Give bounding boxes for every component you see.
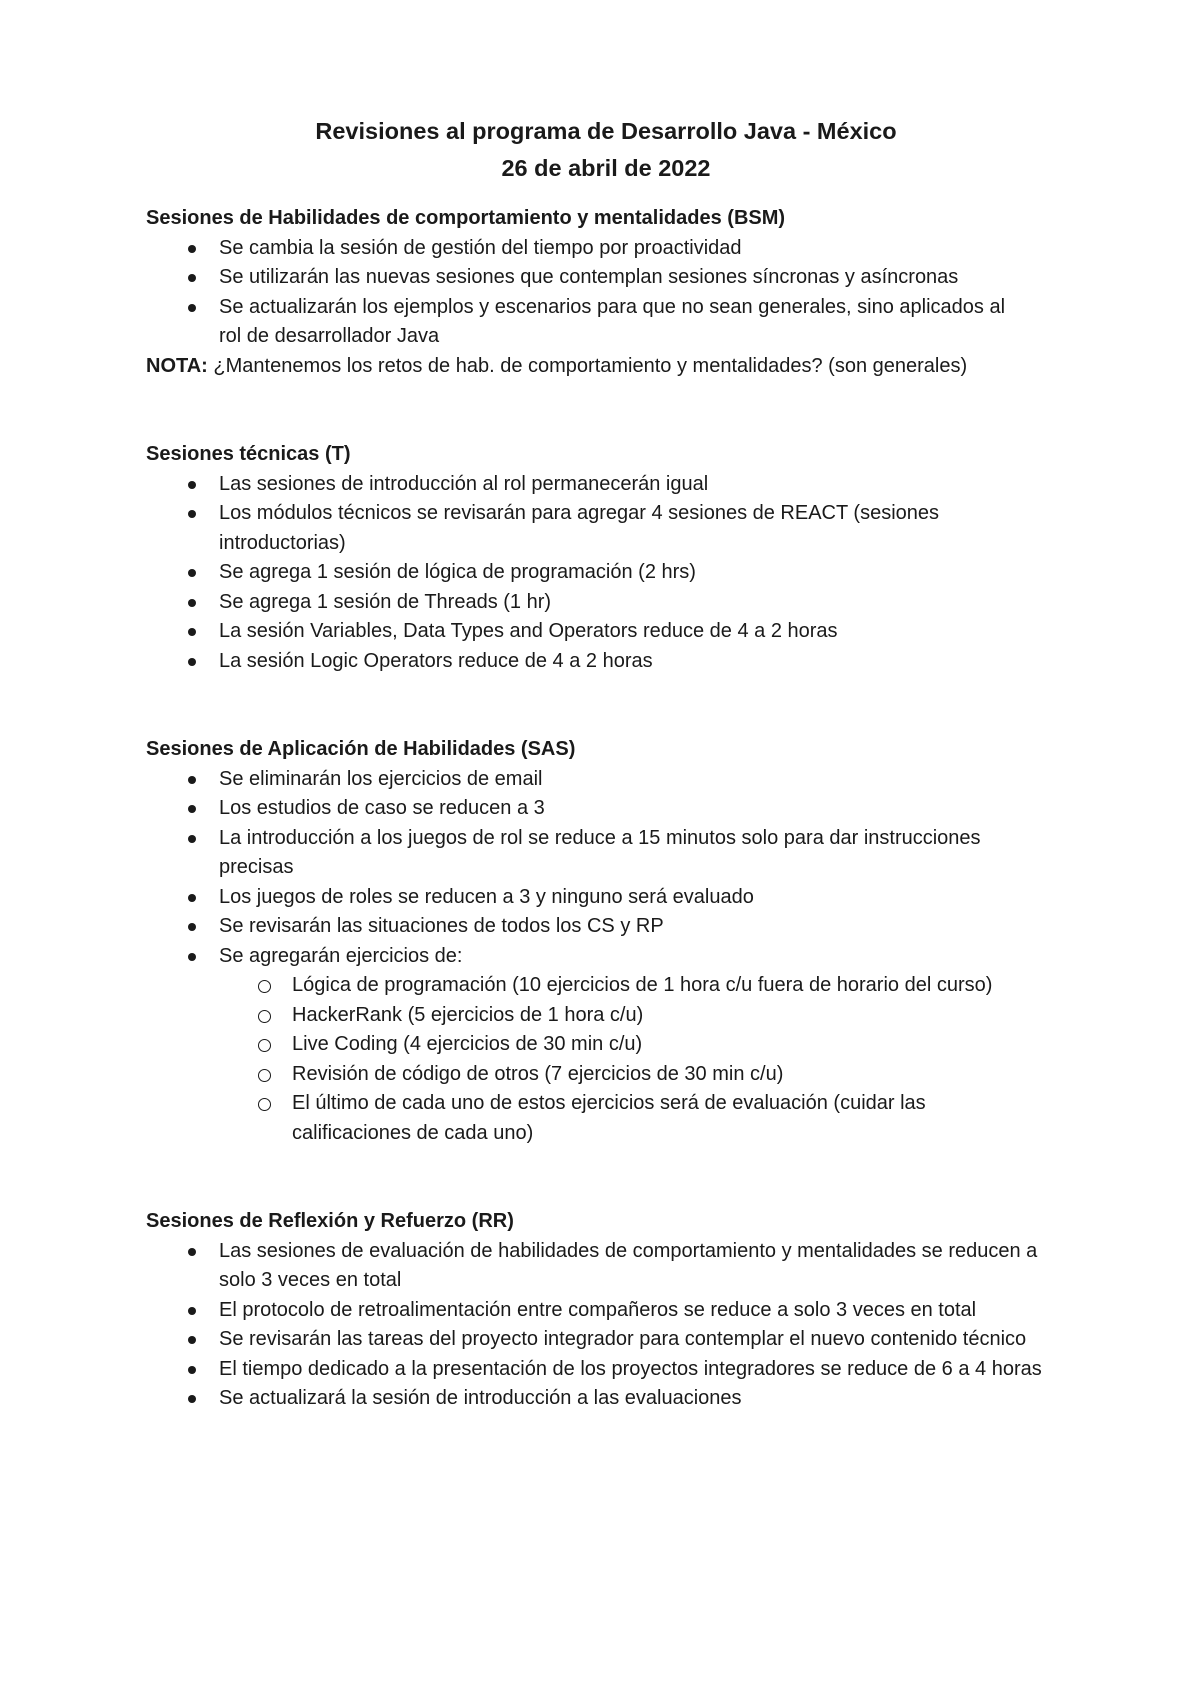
bullet-icon (188, 510, 196, 518)
list-item: Se cambia la sesión de gestión del tiempo por proactividad (146, 234, 1066, 264)
section-tecnicas (146, 440, 1066, 676)
bullet-icon (188, 1366, 196, 1374)
note (146, 352, 1066, 382)
bullet-icon (188, 1336, 196, 1344)
bullet-icon (188, 658, 196, 666)
list-item: La sesión Logic Operators reduce de 4 a 2 horas (146, 647, 1066, 677)
section-sas (146, 735, 1066, 1148)
list-item: Se agrega 1 sesión de lógica de programación (2 hrs) (146, 558, 1066, 588)
document-date: 26 de abril de 2022 (501, 155, 711, 181)
bullet-icon (188, 805, 196, 813)
section-heading: Sesiones de Aplicación de Habilidades (SAS) (146, 738, 576, 760)
bullet-icon (188, 599, 196, 607)
note-text: ¿Mantenemos los retos de hab. de comportamiento y mentalidades? (son generales) (207, 354, 968, 377)
list-item: Se revisarán las situaciones de todos los CS y RP (146, 912, 1066, 942)
list-item: Se agrega 1 sesión de Threads (1 hr) (146, 588, 1066, 618)
sub-list-item: Live Coding (4 ejercicios de 30 min c/u) (146, 1030, 1066, 1060)
document-page (146, 113, 1066, 1414)
bullet-icon (188, 245, 196, 253)
bullet-icon (188, 274, 196, 282)
bullet-icon (188, 569, 196, 577)
list-item: La sesión Variables, Data Types and Operators reduce de 4 a 2 horas (146, 617, 1066, 647)
bullet-list (146, 765, 1066, 972)
list-item: Las sesiones de evaluación de habilidades de comportamiento y mentalidades se reducen a solo 3 veces en total (146, 1237, 1066, 1296)
list-item: El protocolo de retroalimentación entre compañeros se reduce a solo 3 veces en total (146, 1296, 1066, 1326)
sub-list-item: Lógica de programación (10 ejercicios de 1 hora c/u fuera de horario del curso) (146, 971, 1066, 1001)
bullet-icon (188, 776, 196, 784)
list-item: Se utilizarán las nuevas sesiones que contemplan sesiones síncronas y asíncronas (146, 263, 1066, 293)
bullet-icon (188, 835, 196, 843)
section-bsm (146, 204, 1066, 381)
document-title: Revisiones al programa de Desarrollo Java - México (315, 118, 897, 144)
bullet-icon (188, 1248, 196, 1256)
section-rr (146, 1207, 1066, 1414)
bullet-icon (188, 1307, 196, 1315)
list-item: Se actualizarán los ejemplos y escenarios para que no sean generales, sino aplicados al rol de desarrollador Java (146, 293, 1066, 352)
list-item: Los módulos técnicos se revisarán para agregar 4 sesiones de REACT (sesiones introductorias) (146, 499, 1066, 558)
section-heading: Sesiones de Reflexión y Refuerzo (RR) (146, 1210, 514, 1232)
title-block (146, 113, 1066, 187)
list-item: Se revisarán las tareas del proyecto integrador para contemplar el nuevo contenido técnico (146, 1325, 1066, 1355)
hollow-circle-icon (258, 980, 271, 993)
hollow-circle-icon (258, 1069, 271, 1082)
sub-list (146, 971, 1066, 1148)
sub-list-item: Revisión de código de otros (7 ejercicios de 30 min c/u) (146, 1060, 1066, 1090)
bullet-list (146, 470, 1066, 677)
hollow-circle-icon (258, 1098, 271, 1111)
bullet-icon (188, 953, 196, 961)
sub-list-item: El último de cada uno de estos ejercicios será de evaluación (cuidar las calificaciones de cada uno) (146, 1089, 1066, 1148)
bullet-list (146, 1237, 1066, 1414)
bullet-icon (188, 481, 196, 489)
note-label: NOTA: (146, 354, 208, 377)
section-heading: Sesiones de Habilidades de comportamiento y mentalidades (BSM) (146, 207, 786, 229)
list-item: Las sesiones de introducción al rol permanecerán igual (146, 470, 1066, 500)
list-item: La introducción a los juegos de rol se reduce a 15 minutos solo para dar instrucciones precisas (146, 824, 1066, 883)
sub-list-item: HackerRank (5 ejercicios de 1 hora c/u) (146, 1001, 1066, 1031)
hollow-circle-icon (258, 1010, 271, 1023)
section-heading: Sesiones técnicas (T) (146, 443, 351, 465)
list-item: Los juegos de roles se reducen a 3 y ninguno será evaluado (146, 883, 1066, 913)
list-item: Se actualizará la sesión de introducción a las evaluaciones (146, 1384, 1066, 1414)
bullet-icon (188, 923, 196, 931)
bullet-icon (188, 628, 196, 636)
hollow-circle-icon (258, 1039, 271, 1052)
list-item: El tiempo dedicado a la presentación de los proyectos integradores se reduce de 6 a 4 horas (146, 1355, 1066, 1385)
bullet-list (146, 234, 1066, 352)
bullet-icon (188, 1395, 196, 1403)
bullet-icon (188, 304, 196, 312)
list-item: Se agregarán ejercicios de: (146, 942, 1066, 972)
bullet-icon (188, 894, 196, 902)
list-item: Los estudios de caso se reducen a 3 (146, 794, 1066, 824)
list-item: Se eliminarán los ejercicios de email (146, 765, 1066, 795)
